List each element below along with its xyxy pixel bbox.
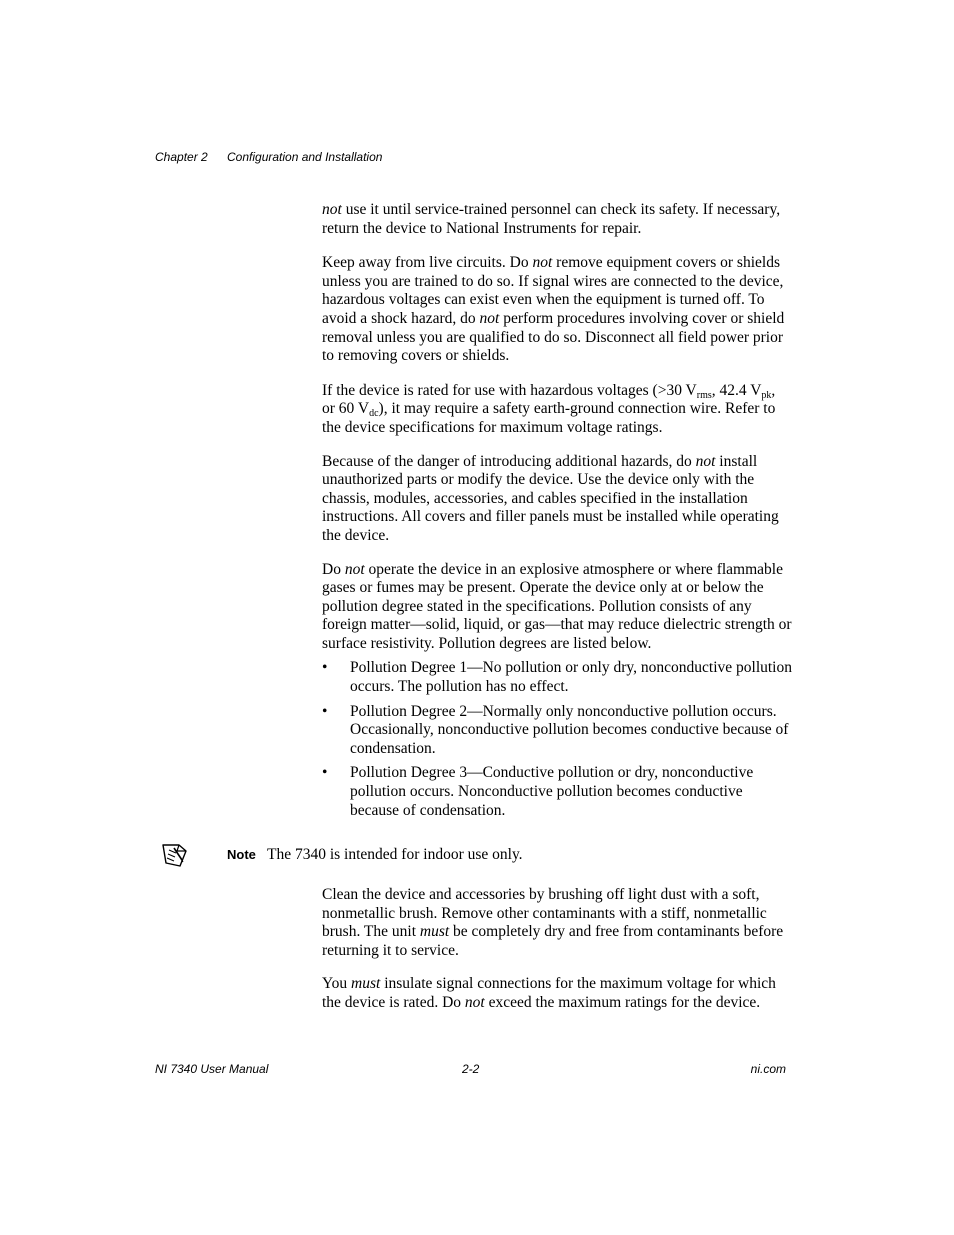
website-link[interactable]: ni.com <box>750 1062 786 1076</box>
text-run: insulate signal connections for the maximum voltage for which the device is rated. Do <box>322 975 776 1011</box>
paragraph-cleaning <box>322 886 792 960</box>
pollution-degree-list <box>322 659 792 820</box>
paragraph-insulate <box>322 975 792 1012</box>
emphasis: not <box>695 452 716 470</box>
text-run: operate the device in an explosive atmosphere or where flammable gases or fumes may be present. Operate the device only at or below the pollution degree stated in the specifications. Pollution consists of any foreign matter—solid, liquid, or gas—that may reduce dielectric strength or surface resistivity. Pollution degrees are listed below. <box>322 560 792 652</box>
text-run: You <box>322 975 352 993</box>
bullet-marker: • <box>322 764 328 782</box>
note-label: Note <box>227 847 256 862</box>
manual-title: NI 7340 User Manual <box>155 1062 269 1076</box>
text-run: Because of the danger of introducing additional hazards, do <box>322 452 696 470</box>
list-item-text: Pollution Degree 3—Conductive pollution or dry, nonconductive pollution occurs. Nonconductive pollution becomes conductive because of condensation. <box>350 764 754 819</box>
emphasis: not <box>322 201 342 218</box>
text-run: , 42.4 V <box>711 381 762 399</box>
subscript: rms <box>696 389 712 401</box>
list-item <box>322 659 792 696</box>
text-run: use it until service-trained personnel can check its safety. If necessary, return the device to National Instruments for repair. <box>322 201 781 237</box>
page-number: 2-2 <box>462 1062 480 1076</box>
paragraph-live-circuits <box>322 254 792 366</box>
emphasis: not <box>344 560 365 578</box>
emphasis: not <box>479 309 500 327</box>
emphasis: not <box>532 254 553 272</box>
chapter-number: Chapter 2 <box>155 150 208 164</box>
list-item-text: Pollution Degree 2—Normally only nonconductive pollution occurs. Occasionally, nonconductive pollution becomes conductive because of condensation. <box>350 702 789 757</box>
subscript: pk <box>761 389 772 401</box>
text-run: Do <box>322 560 345 578</box>
bullet-marker: • <box>322 702 328 720</box>
text-run: Clean the device and accessories by brushing off light dust with a soft, nonmetallic brush. Remove other contaminants with a stiff, nonmetallic brush. The unit <box>322 886 767 941</box>
text-run: ), it may require a safety earth-ground connection wire. Refer to the device specifications for maximum voltage ratings. <box>322 400 776 436</box>
text-run: Keep away from live circuits. Do <box>322 254 533 272</box>
chapter-title: Configuration and Installation <box>227 150 383 164</box>
list-item <box>322 764 792 820</box>
text-run: , or 60 V <box>322 381 776 418</box>
subscript: dc <box>369 408 379 420</box>
list-item <box>322 703 792 759</box>
bullet-marker: • <box>322 659 328 677</box>
paragraph-unauthorized-parts <box>322 453 792 546</box>
text-run: be completely dry and free from contaminants before returning it to service. <box>322 923 784 959</box>
page-header <box>155 150 382 164</box>
text-run: remove equipment covers or shields unless you are trained to do so. If signal wires are connected to the device, hazardous voltages can exist even when the equipment is turned off. To avoid a shock hazard, do <box>322 254 784 327</box>
paragraph-hazardous-voltages <box>322 382 792 438</box>
note-block <box>160 842 800 872</box>
text-run: install unauthorized parts or modify the device. Use the device only with the chassis, modules, accessories, and cables specified in the installation instructions. All covers and filler panels must be installed while operating the device. <box>322 452 779 544</box>
text-run: exceed the maximum ratings for the device. <box>484 993 761 1011</box>
emphasis: must <box>419 923 450 941</box>
list-item-text: Pollution Degree 1—No pollution or only dry, nonconductive pollution occurs. The pollution has no effect. <box>350 659 792 696</box>
main-text <box>322 201 792 826</box>
text-run: perform procedures involving cover or shield removal unless you are qualified to do so. Disconnect all field power prior to removing covers or shields. <box>322 309 785 365</box>
note-text: The 7340 is intended for indoor use only. <box>267 846 523 863</box>
paragraph-continued <box>322 201 792 238</box>
text-run: If the device is rated for use with hazardous voltages (>30 V <box>322 381 697 399</box>
paragraph-explosive-atmosphere <box>322 561 792 654</box>
emphasis: must <box>351 975 381 993</box>
main-text-continued <box>322 886 792 1013</box>
note-pad-icon <box>160 842 190 868</box>
emphasis: not <box>464 993 485 1011</box>
